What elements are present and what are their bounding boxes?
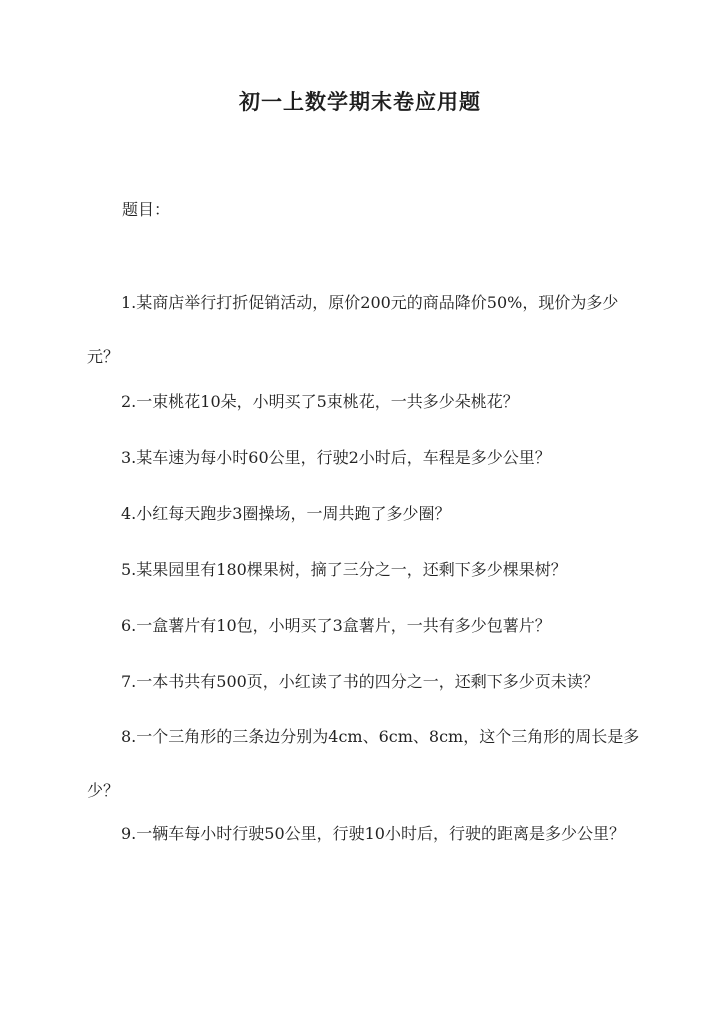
question-1: 1.某商店举行打折促销活动，原价200元的商品降价50%，现价为多少元？ [87,293,619,366]
question-3: 3.某车速为每小时60公里，行驶2小时后，车程是多少公里？ [121,448,551,467]
document-title: 初一上数学期末卷应用题 [239,89,481,114]
question-7: 7.一本书共有500页，小红读了书的四分之一，还剩下多少页未读？ [121,672,599,691]
question-2: 2.一束桃花10朵，小明买了5束桃花，一共多少朵桃花？ [121,392,519,411]
section-label: 题目： [122,200,171,219]
question-9: 9.一辆车每小时行驶50公里，行驶10小时后，行驶的距离是多少公里？ [121,824,625,843]
question-6: 6.一盒薯片有10包，小明买了3盒薯片，一共有多少包薯片？ [121,616,551,635]
question-8: 8.一个三角形的三条边分别为4cm、6cm、8cm，这个三角形的周长是多少？ [87,727,640,800]
question-5: 5.某果园里有180棵果树，摘了三分之一，还剩下多少棵果树？ [121,560,567,579]
question-4: 4.小红每天跑步3圈操场，一周共跑了多少圈？ [121,504,451,523]
